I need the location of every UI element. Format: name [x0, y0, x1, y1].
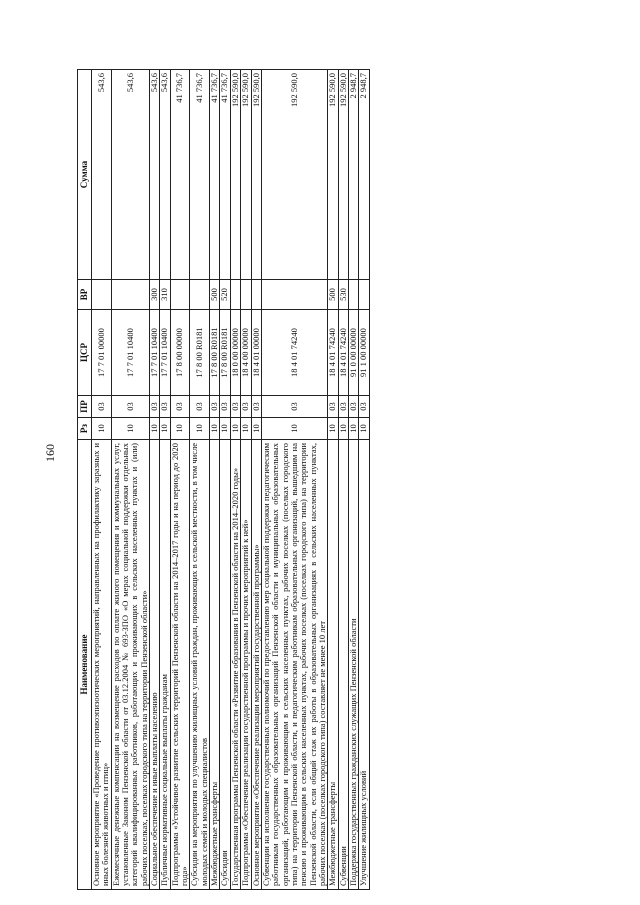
table-row: [338, 70, 348, 890]
row-rz: 10: [220, 418, 230, 440]
row-sum: 2 948,7: [348, 70, 358, 280]
row-sum: 41 736,7: [190, 70, 210, 280]
row-rz: 10: [359, 418, 369, 440]
row-rz: 10: [170, 418, 190, 440]
row-vr: [251, 280, 261, 310]
row-vr: [111, 280, 149, 310]
row-csr: 17 7 01 00000: [92, 310, 112, 396]
row-rz: 10: [241, 418, 251, 440]
row-name: Субвенции: [338, 440, 348, 890]
table-row: [241, 70, 251, 890]
row-rz: 10: [92, 418, 112, 440]
row-pr: 03: [261, 396, 327, 418]
header-vr: ВР: [78, 280, 92, 310]
row-vr: [261, 280, 327, 310]
row-pr: 03: [160, 396, 170, 418]
table-row: [150, 70, 160, 890]
row-csr: 18 4 01 00000: [251, 310, 261, 396]
row-name: Поддержка государственных гражданских служащих Пензенской области: [348, 440, 358, 890]
row-csr: 17 7 01 10400: [150, 310, 160, 396]
row-rz: 10: [210, 418, 220, 440]
row-name: Государственная программа Пензенской области «Развитие образования в Пензенской области на 2014–2020 годы»: [230, 440, 240, 890]
row-vr: [92, 280, 112, 310]
row-pr: 03: [328, 396, 338, 418]
row-rz: 10: [338, 418, 348, 440]
row-csr: 91 0 00 00000: [348, 310, 358, 396]
table-row: [348, 70, 358, 890]
table-row: [92, 70, 112, 890]
row-name: Публичные нормативные социальные выплаты гражданам: [160, 440, 170, 890]
row-vr: 520: [220, 280, 230, 310]
row-pr: 03: [241, 396, 251, 418]
table-row: [230, 70, 240, 890]
row-csr: 17 8 00 R0181: [210, 310, 220, 396]
row-rz: 10: [160, 418, 170, 440]
row-sum: 192 590,0: [230, 70, 240, 280]
table-row: [111, 70, 149, 890]
row-vr: [359, 280, 369, 310]
row-name: Подпрограмма «Устойчивое развитие сельских территорий Пензенской области на 2014–2017 годы и на период до 2020 года»: [170, 440, 190, 890]
row-csr: 18 4 01 74240: [338, 310, 348, 396]
row-csr: 18 4 01 74240: [261, 310, 327, 396]
row-pr: 03: [359, 396, 369, 418]
row-sum: 41 736,7: [170, 70, 190, 280]
row-sum: 41 736,7: [220, 70, 230, 280]
row-vr: [241, 280, 251, 310]
row-vr: [230, 280, 240, 310]
row-pr: 03: [190, 396, 210, 418]
row-pr: 03: [220, 396, 230, 418]
row-csr: 18 0 00 00000: [230, 310, 240, 396]
row-name: Социальное обеспечение и иные выплаты населению: [150, 440, 160, 890]
table-row: [251, 70, 261, 890]
header-pr: ПР: [78, 396, 92, 418]
row-sum: 543,6: [111, 70, 149, 280]
row-name: Субсидии на мероприятия по улучшению жилищных условий граждан, проживающих в сельской местности, в том числе молодых семей и молодых специалистов: [190, 440, 210, 890]
row-sum: 543,6: [150, 70, 160, 280]
row-rz: 10: [111, 418, 149, 440]
row-vr: [190, 280, 210, 310]
row-name: Субвенции на исполнение государственных полномочий по предоставлению мер социальной поддержки педагогическим работникам государственных образовательных организаций Пензенской области и муниципальных образовательных организаций, работающим и проживающим в сельских населенных пунктах, рабочих поселках (поселках городского типа) на территории Пензенской области, и педагогическим работникам образовательных организаций, вышедшим на пенсию и проживающим в сельских населенных пунктах, рабочих поселках (поселках городского типа) на территории Пензенской области, если общий стаж их работы в образовательных организациях в сельских населенных пунктах, рабочих поселках (поселках городского типа) составляет не менее 10 лет: [261, 440, 327, 890]
header-rz: Рз: [78, 418, 92, 440]
row-name: Улучшение жилищных условий: [359, 440, 369, 890]
row-sum: 192 590,0: [328, 70, 338, 280]
row-pr: 03: [348, 396, 358, 418]
row-vr: 300: [150, 280, 160, 310]
row-pr: 03: [210, 396, 220, 418]
page-number: 160: [43, 444, 57, 462]
table-row: [359, 70, 369, 890]
row-sum: 192 590,0: [261, 70, 327, 280]
row-rz: 10: [150, 418, 160, 440]
row-pr: 03: [92, 396, 112, 418]
row-rz: 10: [261, 418, 327, 440]
table-row: [160, 70, 170, 890]
row-csr: 17 7 01 10400: [111, 310, 149, 396]
row-sum: 192 590,0: [251, 70, 261, 280]
row-rz: 10: [348, 418, 358, 440]
row-csr: 17 7 01 10400: [160, 310, 170, 396]
row-vr: 500: [210, 280, 220, 310]
row-vr: [170, 280, 190, 310]
row-sum: 543,6: [160, 70, 170, 280]
row-csr: 91 1 00 00000: [359, 310, 369, 396]
table-row: [328, 70, 338, 890]
row-csr: 17 8 00 R0181: [190, 310, 210, 396]
row-rz: 10: [328, 418, 338, 440]
row-name: Межбюджетные трансферты: [210, 440, 220, 890]
rotated-table-container: [77, 70, 577, 890]
budget-table: [77, 69, 370, 890]
row-name: Основное мероприятие «Проведение противоэпизоотических мероприятий, направленных на профилактику заразных и иных болезней животных и птиц»: [92, 440, 112, 890]
row-rz: 10: [230, 418, 240, 440]
table-row: [220, 70, 230, 890]
row-rz: 10: [190, 418, 210, 440]
row-name: Субсидии: [220, 440, 230, 890]
row-sum: 2 948,7: [359, 70, 369, 280]
row-pr: 03: [251, 396, 261, 418]
row-pr: 03: [170, 396, 190, 418]
table-row: [190, 70, 210, 890]
row-name: Основное мероприятие «Обеспечение реализации мероприятий государственной программы»: [251, 440, 261, 890]
table-row: [170, 70, 190, 890]
row-csr: 17 8 00 R0181: [220, 310, 230, 396]
row-vr: [348, 280, 358, 310]
row-name: Межбюджетные трансферты: [328, 440, 338, 890]
header-csr: ЦСР: [78, 310, 92, 396]
row-vr: 530: [338, 280, 348, 310]
table-header-row: [78, 70, 92, 890]
row-pr: 03: [111, 396, 149, 418]
header-name: Наименование: [78, 440, 92, 890]
row-sum: 192 590,0: [338, 70, 348, 280]
row-vr: 500: [328, 280, 338, 310]
row-pr: 03: [338, 396, 348, 418]
row-rz: 10: [251, 418, 261, 440]
row-name: Ежемесячные денежные компенсации на возмещение расходов по оплате жилого помещения и коммунальных услуг, установленные Законом Пензенской области от 03.12.2004 № 693-ЗПО «О мерах социальной поддержки отдельных категорий квалифицированных работников, работающих и проживающих в сельских населенных пунктах и (или) рабочих поселках, поселках городского типа на территории Пензенской области»: [111, 440, 149, 890]
table-row: [210, 70, 220, 890]
row-sum: 192 590,0: [241, 70, 251, 280]
row-csr: 18 4 00 00000: [241, 310, 251, 396]
row-csr: 18 4 01 74240: [328, 310, 338, 396]
table-row: [261, 70, 327, 890]
row-csr: 17 8 00 00000: [170, 310, 190, 396]
row-pr: 03: [150, 396, 160, 418]
row-vr: 310: [160, 280, 170, 310]
row-name: Подпрограмма «Обеспечение реализации государственной программы и прочих мероприятий к ней»: [241, 440, 251, 890]
row-sum: 41 736,7: [210, 70, 220, 280]
row-sum: 543,6: [92, 70, 112, 280]
header-sum: Сумма: [78, 70, 92, 280]
row-pr: 03: [230, 396, 240, 418]
